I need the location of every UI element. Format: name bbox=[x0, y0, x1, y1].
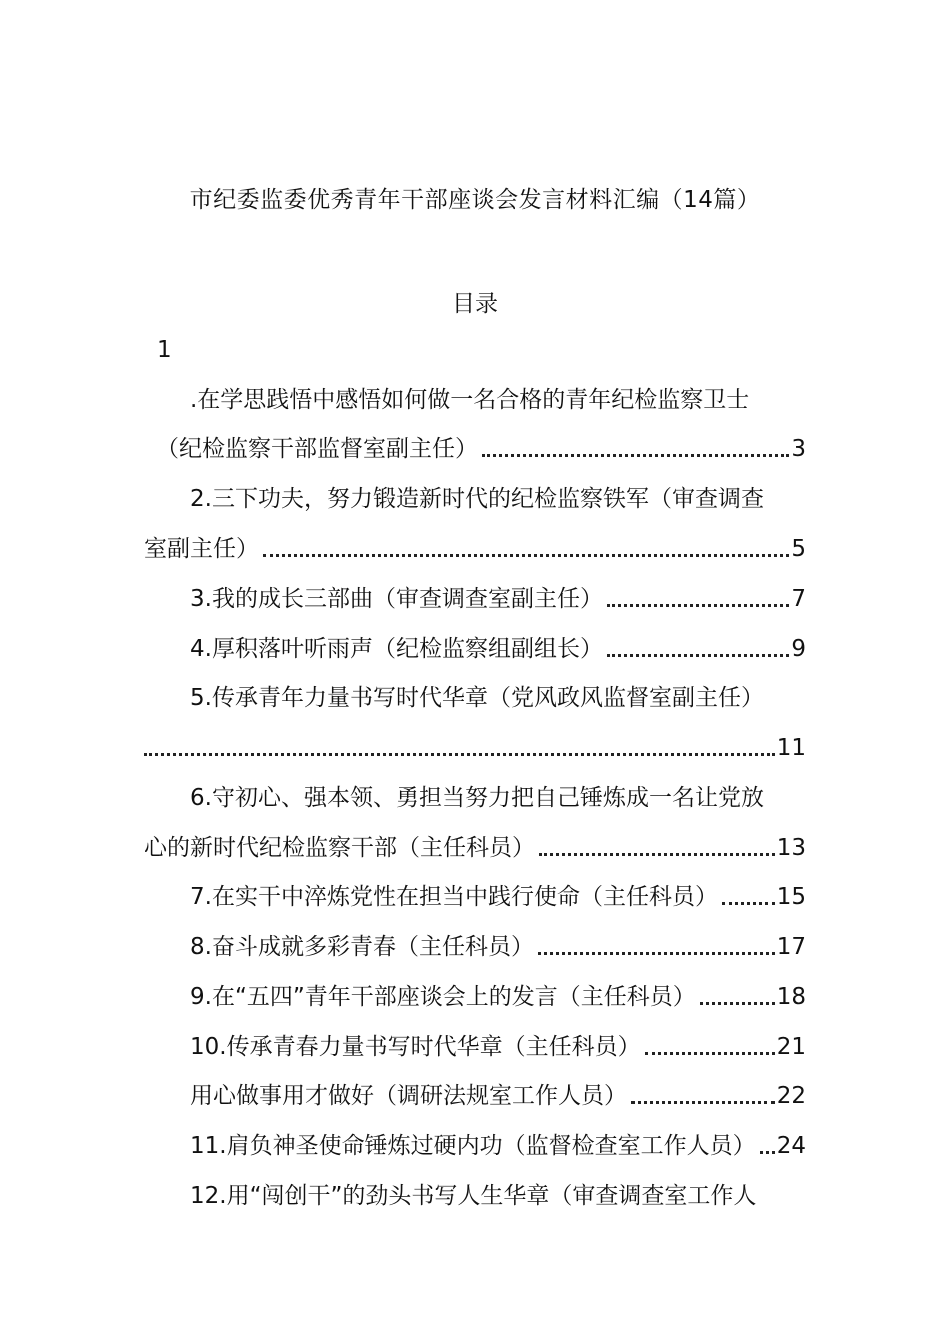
toc-entry-text: 11.肩负神圣使命锤炼过硬内功（监督检查室工作人员） bbox=[190, 1133, 756, 1159]
toc-entry-text: 5.传承青年力量书写时代华章（党风政风监督室副主任） bbox=[190, 685, 764, 711]
toc-entry-8[interactable] bbox=[190, 930, 806, 964]
toc-entry-text: 10.传承青春力量书写时代华章（主任科员） bbox=[190, 1034, 641, 1060]
toc-page-number: 13 bbox=[776, 835, 806, 861]
toc-page-number: 5 bbox=[791, 536, 806, 562]
toc-page-number: 21 bbox=[776, 1034, 806, 1060]
toc-entry-2-continuation[interactable] bbox=[144, 532, 806, 566]
toc-entry-text: .在学思践悟中感悟如何做一名合格的青年纪检监察卫士 bbox=[190, 387, 750, 413]
document-title: 市纪委监委优秀青年干部座谈会发言材料汇编（14篇） bbox=[189, 187, 761, 213]
toc-entry-6-title[interactable] bbox=[190, 781, 806, 815]
toc-entry-text: 7.在实干中淬炼党性在担当中践行使命（主任科员） bbox=[190, 884, 718, 910]
leader-dots bbox=[144, 753, 775, 756]
leader-dots bbox=[539, 853, 775, 856]
leader-dots bbox=[631, 1101, 775, 1104]
toc-entry-7[interactable] bbox=[190, 880, 806, 914]
toc-entry-text: 3.我的成长三部曲（审查调查室副主任） bbox=[190, 586, 603, 612]
toc-entry-text: 用心做事用才做好（调研法规室工作人员） bbox=[190, 1083, 627, 1109]
toc-entry-12-title[interactable] bbox=[190, 1179, 806, 1213]
toc-entry-5-continuation[interactable] bbox=[144, 731, 806, 765]
toc-entry-text: 4.厚积落叶听雨声（纪检监察组副组长） bbox=[190, 636, 603, 662]
toc-page-number: 9 bbox=[791, 636, 806, 662]
toc-entry-2-title[interactable] bbox=[190, 482, 806, 516]
leader-dots bbox=[263, 554, 789, 557]
toc-page-number: 22 bbox=[776, 1083, 806, 1109]
toc-entry-9[interactable] bbox=[190, 980, 806, 1014]
leader-dots bbox=[760, 1151, 775, 1154]
toc-entry-3[interactable] bbox=[190, 582, 806, 616]
toc-entry-text: 6.守初心、强本领、勇担当努力把自己锤炼成一名让党放 bbox=[190, 785, 764, 811]
toc-page-number: 11 bbox=[776, 735, 806, 761]
toc-entry-10b[interactable] bbox=[190, 1079, 806, 1113]
toc-entry-text: 心的新时代纪检监察干部（主任科员） bbox=[144, 835, 535, 861]
leader-dots bbox=[722, 902, 775, 905]
leader-dots bbox=[607, 604, 789, 607]
toc-page-number: 15 bbox=[776, 884, 806, 910]
leader-dots bbox=[645, 1052, 775, 1055]
toc-entry-11[interactable] bbox=[190, 1129, 806, 1163]
leader-dots bbox=[538, 952, 775, 955]
toc-entry-text: 2.三下功夫，努力锻造新时代的纪检监察铁军（审查调查 bbox=[190, 486, 764, 512]
toc-entry-text: 8.奋斗成就多彩青春（主任科员） bbox=[190, 934, 534, 960]
leader-dots bbox=[700, 1002, 775, 1005]
toc-page-number: 3 bbox=[791, 436, 806, 462]
toc-entry-text: 室副主任） bbox=[144, 536, 259, 562]
toc-entry-6-continuation[interactable] bbox=[144, 831, 806, 865]
toc-entry-5-title[interactable] bbox=[190, 681, 806, 715]
toc-page-number: 18 bbox=[776, 984, 806, 1010]
toc-entry-1-title[interactable] bbox=[190, 383, 806, 417]
toc-entry-1-continuation[interactable] bbox=[144, 432, 806, 466]
list-number: 1 bbox=[157, 337, 172, 363]
toc-page-number: 7 bbox=[791, 586, 806, 612]
toc-entry-text: 12.用“闯创干”的劲头书写人生华章（审查调查室工作人 bbox=[190, 1183, 757, 1209]
toc-entry-text: 9.在“五四”青年干部座谈会上的发言（主任科员） bbox=[190, 984, 696, 1010]
toc-entry-10[interactable] bbox=[190, 1030, 806, 1064]
toc-entry-4[interactable] bbox=[190, 632, 806, 666]
toc-page-number: 24 bbox=[776, 1133, 806, 1159]
leader-dots bbox=[482, 454, 789, 457]
toc-heading: 目录 bbox=[452, 291, 498, 317]
toc-entry-text: （纪检监察干部监督室副主任） bbox=[156, 436, 478, 462]
leader-dots bbox=[607, 654, 789, 657]
toc-page-number: 17 bbox=[776, 934, 806, 960]
